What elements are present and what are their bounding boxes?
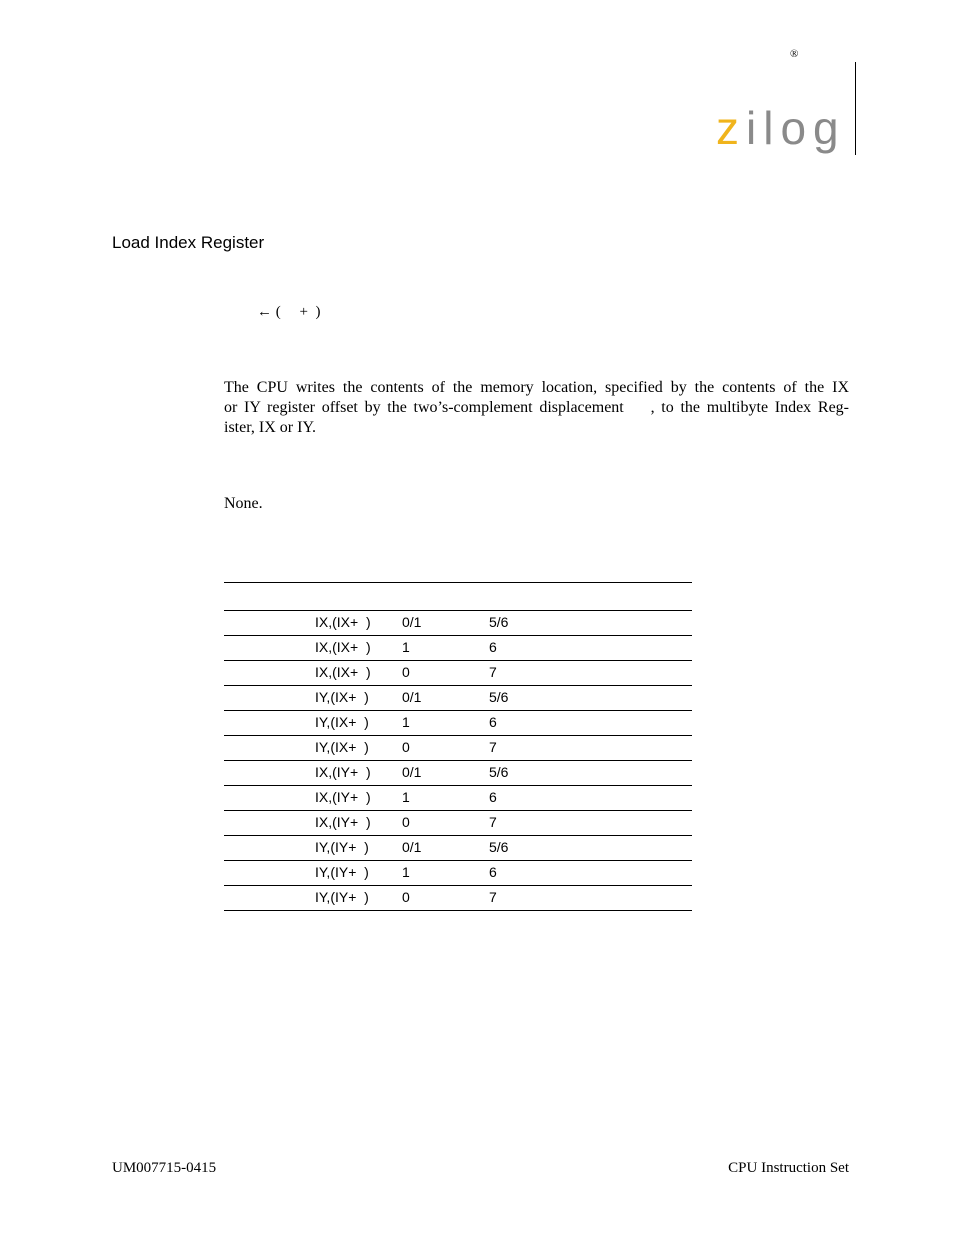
table-row bbox=[224, 786, 692, 811]
table-row bbox=[224, 811, 692, 836]
cycles-cell: 6 bbox=[489, 789, 497, 805]
instruction-cell: IX,(IY+ ) bbox=[315, 814, 371, 830]
zilog-logo bbox=[714, 100, 848, 160]
instruction-cell: IX,(IX+ ) bbox=[315, 639, 371, 655]
table-row bbox=[224, 761, 692, 786]
cycles-cell: 6 bbox=[489, 639, 497, 655]
table-row bbox=[224, 661, 692, 686]
table-row bbox=[224, 611, 692, 636]
header-divider bbox=[855, 62, 856, 155]
adl-mode-cell: 1 bbox=[402, 864, 410, 880]
instruction-cell: IY,(IY+ ) bbox=[315, 864, 369, 880]
instruction-table bbox=[224, 582, 692, 911]
adl-mode-cell: 0/1 bbox=[402, 764, 422, 780]
table-header-row bbox=[224, 583, 692, 611]
logo-letter-z: z bbox=[716, 102, 746, 154]
table-row bbox=[224, 636, 692, 661]
table-row bbox=[224, 886, 692, 911]
adl-mode-cell: 1 bbox=[402, 639, 410, 655]
table-body bbox=[224, 611, 692, 911]
footer-doc-number: UM007715-0415 bbox=[112, 1160, 217, 1176]
adl-mode-cell: 0 bbox=[402, 739, 410, 755]
instruction-cell: IX,(IY+ ) bbox=[315, 789, 371, 805]
table-row bbox=[224, 686, 692, 711]
instruction-cell: IY,(IX+ ) bbox=[315, 714, 369, 730]
instruction-cell: IY,(IY+ ) bbox=[315, 839, 369, 855]
adl-mode-cell: 0 bbox=[402, 664, 410, 680]
cycles-cell: 5/6 bbox=[489, 689, 509, 705]
svg-text:zilog bbox=[716, 102, 846, 154]
adl-mode-cell: 0 bbox=[402, 814, 410, 830]
instruction-cell: IX,(IX+ ) bbox=[315, 664, 371, 680]
registered-mark: ® bbox=[790, 48, 799, 60]
adl-mode-cell: 0/1 bbox=[402, 839, 422, 855]
adl-mode-cell: 0 bbox=[402, 889, 410, 905]
cycles-cell: 7 bbox=[489, 664, 497, 680]
footer-section-name: CPU Instruction Set bbox=[728, 1160, 849, 1176]
cycles-cell: 7 bbox=[489, 739, 497, 755]
description-line-1: The CPU writes the contents of the memory location, specified by the contents of the IX bbox=[224, 379, 849, 396]
section-title: Load Index Register bbox=[112, 233, 265, 252]
table-row bbox=[224, 711, 692, 736]
cycles-cell: 5/6 bbox=[489, 764, 509, 780]
adl-mode-cell: 0/1 bbox=[402, 689, 422, 705]
adl-mode-cell: 1 bbox=[402, 714, 410, 730]
description-paragraph bbox=[224, 378, 849, 438]
instruction-cell: IX,(IY+ ) bbox=[315, 764, 371, 780]
cycles-cell: 7 bbox=[489, 889, 497, 905]
instruction-cell: IY,(IX+ ) bbox=[315, 689, 369, 705]
table-row bbox=[224, 736, 692, 761]
cycles-cell: 5/6 bbox=[489, 614, 509, 630]
description-line-2: or IY register offset by the two’s-complement displacement , to the multibyte Index Reg- bbox=[224, 399, 849, 416]
cycles-cell: 6 bbox=[489, 714, 497, 730]
condition-bits-text: None. bbox=[224, 495, 263, 512]
operation-formula: ← ( + ) bbox=[257, 304, 321, 320]
adl-mode-cell: 0/1 bbox=[402, 614, 422, 630]
cycles-cell: 6 bbox=[489, 864, 497, 880]
cycles-cell: 5/6 bbox=[489, 839, 509, 855]
cycles-cell: 7 bbox=[489, 814, 497, 830]
instruction-cell: IX,(IX+ ) bbox=[315, 614, 371, 630]
table-row bbox=[224, 836, 692, 861]
logo-letters-ilog: ilog bbox=[746, 102, 846, 154]
instruction-cell: IY,(IX+ ) bbox=[315, 739, 369, 755]
instruction-cell: IY,(IY+ ) bbox=[315, 889, 369, 905]
description-line-3: ister, IX or IY. bbox=[224, 419, 316, 436]
table-row bbox=[224, 861, 692, 886]
adl-mode-cell: 1 bbox=[402, 789, 410, 805]
